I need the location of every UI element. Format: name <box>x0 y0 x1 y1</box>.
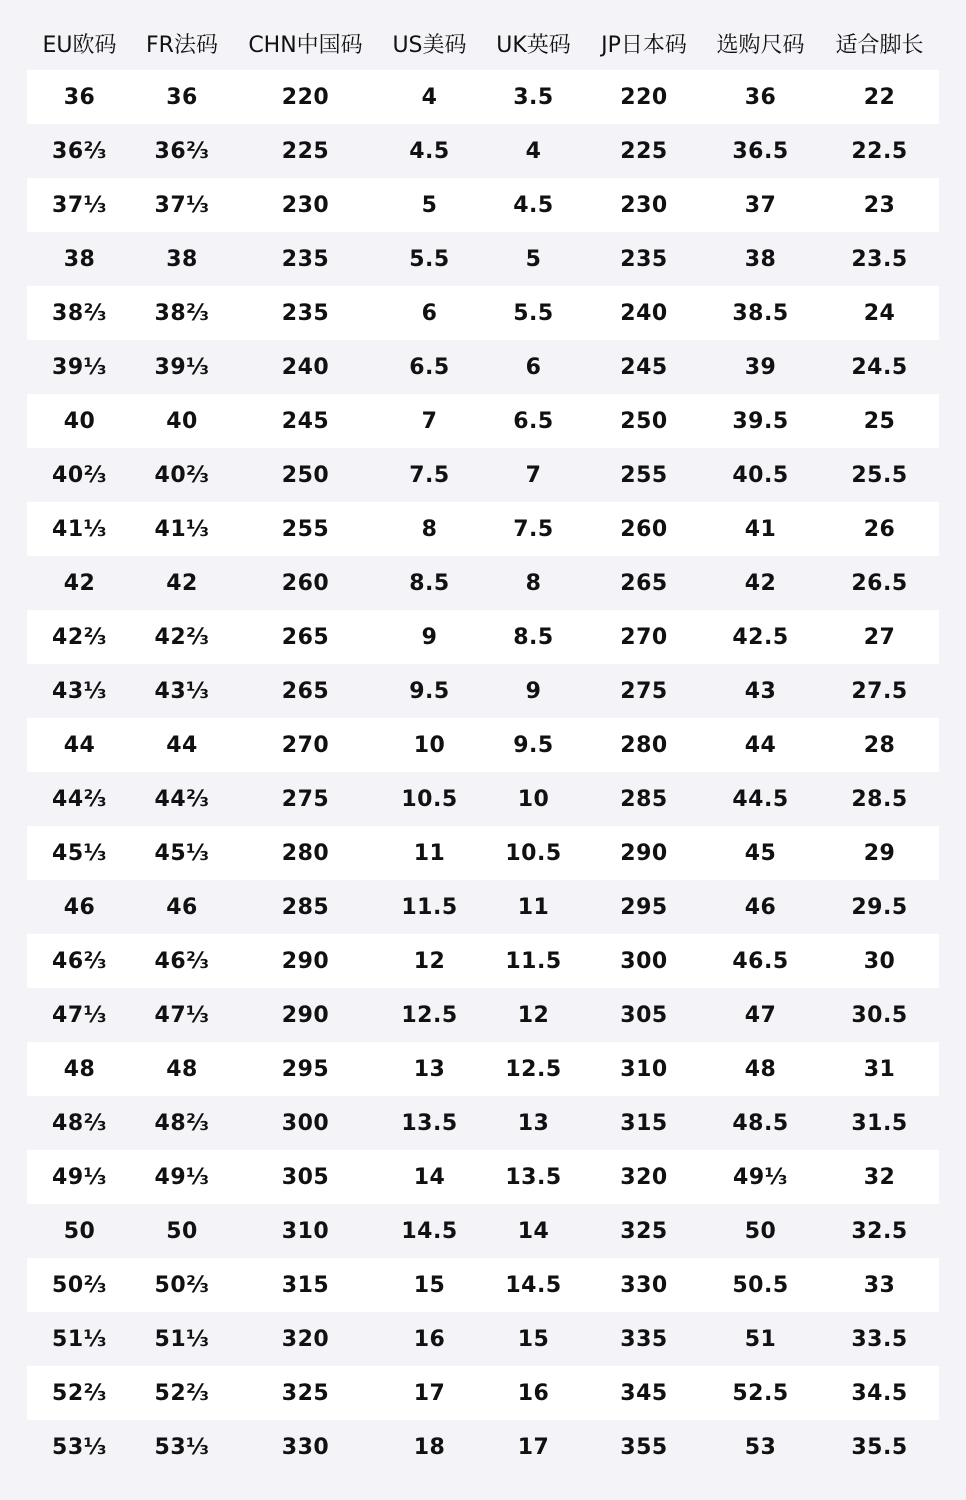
foot-length-cell: 25.5 <box>820 448 939 502</box>
table-row <box>27 988 939 1042</box>
fr-size-cell: 48 <box>132 1042 232 1096</box>
us-size-cell: 12 <box>379 934 480 988</box>
header-eu-size: EU欧码 <box>42 32 117 58</box>
fr-size-cell: 36 <box>132 70 232 124</box>
jp-size-cell: 235 <box>587 232 701 286</box>
eu-size-cell: 46 <box>27 880 132 934</box>
fr-size-cell: 36⅔ <box>132 124 232 178</box>
jp-size-cell: 255 <box>587 448 701 502</box>
foot-length-cell: 30.5 <box>820 988 939 1042</box>
uk-size-cell: 14.5 <box>480 1258 587 1312</box>
jp-size-cell: 290 <box>587 826 701 880</box>
selected-size-cell: 39.5 <box>701 394 820 448</box>
us-size-cell: 17 <box>379 1366 480 1420</box>
selected-size-cell: 38 <box>701 232 820 286</box>
chn-size-cell: 225 <box>232 124 379 178</box>
chn-size-cell: 275 <box>232 772 379 826</box>
jp-size-cell: 285 <box>587 772 701 826</box>
uk-size-cell: 10.5 <box>480 826 587 880</box>
eu-size-cell: 50⅔ <box>27 1258 132 1312</box>
fr-size-cell: 46 <box>132 880 232 934</box>
jp-size-cell: 260 <box>587 502 701 556</box>
fr-size-cell: 53⅓ <box>132 1420 232 1474</box>
us-size-cell: 6 <box>379 286 480 340</box>
uk-size-cell: 13 <box>480 1096 587 1150</box>
selected-size-cell: 45 <box>701 826 820 880</box>
uk-size-cell: 3.5 <box>480 70 587 124</box>
chn-size-cell: 295 <box>232 1042 379 1096</box>
foot-length-cell: 31 <box>820 1042 939 1096</box>
selected-size-cell: 43 <box>701 664 820 718</box>
jp-size-cell: 300 <box>587 934 701 988</box>
table-row <box>27 1096 939 1150</box>
table-row <box>27 826 939 880</box>
chn-size-cell: 220 <box>232 70 379 124</box>
us-size-cell: 13 <box>379 1042 480 1096</box>
fr-size-cell: 52⅔ <box>132 1366 232 1420</box>
us-size-cell: 4 <box>379 70 480 124</box>
foot-length-cell: 28 <box>820 718 939 772</box>
selected-size-cell: 53 <box>701 1420 820 1474</box>
table-row <box>27 610 939 664</box>
fr-size-cell: 44 <box>132 718 232 772</box>
chn-size-cell: 315 <box>232 1258 379 1312</box>
us-size-cell: 11 <box>379 826 480 880</box>
eu-size-cell: 49⅓ <box>27 1150 132 1204</box>
selected-size-cell: 48 <box>701 1042 820 1096</box>
foot-length-cell: 35.5 <box>820 1420 939 1474</box>
fr-size-cell: 38⅔ <box>132 286 232 340</box>
foot-length-cell: 32 <box>820 1150 939 1204</box>
us-size-cell: 8 <box>379 502 480 556</box>
eu-size-cell: 36 <box>27 70 132 124</box>
jp-size-cell: 345 <box>587 1366 701 1420</box>
uk-size-cell: 4 <box>480 124 587 178</box>
fr-size-cell: 40⅔ <box>132 448 232 502</box>
jp-size-cell: 220 <box>587 70 701 124</box>
chn-size-cell: 245 <box>232 394 379 448</box>
uk-size-cell: 10 <box>480 772 587 826</box>
us-size-cell: 5 <box>379 178 480 232</box>
table-row <box>27 772 939 826</box>
uk-size-cell: 4.5 <box>480 178 587 232</box>
fr-size-cell: 50 <box>132 1204 232 1258</box>
foot-length-cell: 33.5 <box>820 1312 939 1366</box>
chn-size-cell: 310 <box>232 1204 379 1258</box>
chn-size-cell: 235 <box>232 232 379 286</box>
table-row <box>27 502 939 556</box>
eu-size-cell: 43⅓ <box>27 664 132 718</box>
uk-size-cell: 5 <box>480 232 587 286</box>
foot-length-cell: 23 <box>820 178 939 232</box>
foot-length-cell: 24.5 <box>820 340 939 394</box>
us-size-cell: 10 <box>379 718 480 772</box>
uk-size-cell: 8.5 <box>480 610 587 664</box>
uk-size-cell: 17 <box>480 1420 587 1474</box>
chn-size-cell: 265 <box>232 664 379 718</box>
foot-length-cell: 29.5 <box>820 880 939 934</box>
fr-size-cell: 48⅔ <box>132 1096 232 1150</box>
header-selected-size: 选购尺码 <box>716 32 805 58</box>
chn-size-cell: 240 <box>232 340 379 394</box>
table-row <box>27 1204 939 1258</box>
eu-size-cell: 44⅔ <box>27 772 132 826</box>
selected-size-cell: 40.5 <box>701 448 820 502</box>
eu-size-cell: 38 <box>27 232 132 286</box>
table-row <box>27 448 939 502</box>
table-header <box>27 16 939 70</box>
selected-size-cell: 36.5 <box>701 124 820 178</box>
eu-size-cell: 46⅔ <box>27 934 132 988</box>
eu-size-cell: 40 <box>27 394 132 448</box>
eu-size-cell: 39⅓ <box>27 340 132 394</box>
foot-length-cell: 32.5 <box>820 1204 939 1258</box>
table-row <box>27 124 939 178</box>
jp-size-cell: 270 <box>587 610 701 664</box>
foot-length-cell: 23.5 <box>820 232 939 286</box>
fr-size-cell: 41⅓ <box>132 502 232 556</box>
table-row <box>27 394 939 448</box>
eu-size-cell: 37⅓ <box>27 178 132 232</box>
jp-size-cell: 240 <box>587 286 701 340</box>
eu-size-cell: 36⅔ <box>27 124 132 178</box>
table-row <box>27 1420 939 1474</box>
chn-size-cell: 325 <box>232 1366 379 1420</box>
jp-size-cell: 325 <box>587 1204 701 1258</box>
fr-size-cell: 44⅔ <box>132 772 232 826</box>
chn-size-cell: 280 <box>232 826 379 880</box>
foot-length-cell: 25 <box>820 394 939 448</box>
eu-size-cell: 44 <box>27 718 132 772</box>
uk-size-cell: 16 <box>480 1366 587 1420</box>
table-row <box>27 1366 939 1420</box>
us-size-cell: 15 <box>379 1258 480 1312</box>
us-size-cell: 6.5 <box>379 340 480 394</box>
uk-size-cell: 7 <box>480 448 587 502</box>
header-foot-length: 适合脚长 <box>835 32 924 58</box>
foot-length-cell: 28.5 <box>820 772 939 826</box>
jp-size-cell: 275 <box>587 664 701 718</box>
eu-size-cell: 38⅔ <box>27 286 132 340</box>
selected-size-cell: 46 <box>701 880 820 934</box>
uk-size-cell: 15 <box>480 1312 587 1366</box>
selected-size-cell: 41 <box>701 502 820 556</box>
table-row <box>27 556 939 610</box>
selected-size-cell: 42.5 <box>701 610 820 664</box>
foot-length-cell: 27 <box>820 610 939 664</box>
us-size-cell: 11.5 <box>379 880 480 934</box>
jp-size-cell: 320 <box>587 1150 701 1204</box>
eu-size-cell: 52⅔ <box>27 1366 132 1420</box>
jp-size-cell: 225 <box>587 124 701 178</box>
chn-size-cell: 250 <box>232 448 379 502</box>
uk-size-cell: 5.5 <box>480 286 587 340</box>
uk-size-cell: 9.5 <box>480 718 587 772</box>
jp-size-cell: 355 <box>587 1420 701 1474</box>
us-size-cell: 8.5 <box>379 556 480 610</box>
eu-size-cell: 42 <box>27 556 132 610</box>
fr-size-cell: 39⅓ <box>132 340 232 394</box>
fr-size-cell: 40 <box>132 394 232 448</box>
selected-size-cell: 42 <box>701 556 820 610</box>
fr-size-cell: 51⅓ <box>132 1312 232 1366</box>
eu-size-cell: 41⅓ <box>27 502 132 556</box>
table-row <box>27 70 939 124</box>
selected-size-cell: 52.5 <box>701 1366 820 1420</box>
table-row <box>27 340 939 394</box>
table-row <box>27 1258 939 1312</box>
us-size-cell: 12.5 <box>379 988 480 1042</box>
table-row <box>27 1042 939 1096</box>
header-jp-size: JP日本码 <box>601 32 687 58</box>
us-size-cell: 9 <box>379 610 480 664</box>
fr-size-cell: 49⅓ <box>132 1150 232 1204</box>
us-size-cell: 4.5 <box>379 124 480 178</box>
chn-size-cell: 260 <box>232 556 379 610</box>
foot-length-cell: 26 <box>820 502 939 556</box>
fr-size-cell: 50⅔ <box>132 1258 232 1312</box>
jp-size-cell: 280 <box>587 718 701 772</box>
uk-size-cell: 12.5 <box>480 1042 587 1096</box>
chn-size-cell: 290 <box>232 934 379 988</box>
foot-length-cell: 22 <box>820 70 939 124</box>
uk-size-cell: 8 <box>480 556 587 610</box>
jp-size-cell: 310 <box>587 1042 701 1096</box>
jp-size-cell: 335 <box>587 1312 701 1366</box>
jp-size-cell: 245 <box>587 340 701 394</box>
selected-size-cell: 37 <box>701 178 820 232</box>
chn-size-cell: 230 <box>232 178 379 232</box>
eu-size-cell: 50 <box>27 1204 132 1258</box>
header-uk-size: UK英码 <box>496 32 571 58</box>
table-row <box>27 880 939 934</box>
eu-size-cell: 48 <box>27 1042 132 1096</box>
foot-length-cell: 24 <box>820 286 939 340</box>
table-row <box>27 178 939 232</box>
fr-size-cell: 46⅔ <box>132 934 232 988</box>
fr-size-cell: 45⅓ <box>132 826 232 880</box>
jp-size-cell: 265 <box>587 556 701 610</box>
selected-size-cell: 47 <box>701 988 820 1042</box>
foot-length-cell: 34.5 <box>820 1366 939 1420</box>
table-row <box>27 286 939 340</box>
us-size-cell: 14 <box>379 1150 480 1204</box>
size-conversion-table <box>27 16 939 1474</box>
table-row <box>27 934 939 988</box>
eu-size-cell: 51⅓ <box>27 1312 132 1366</box>
table-body <box>27 70 939 1474</box>
selected-size-cell: 44.5 <box>701 772 820 826</box>
us-size-cell: 9.5 <box>379 664 480 718</box>
selected-size-cell: 44 <box>701 718 820 772</box>
header-chn-size: CHN中国码 <box>248 32 363 58</box>
uk-size-cell: 6 <box>480 340 587 394</box>
fr-size-cell: 42 <box>132 556 232 610</box>
table-row <box>27 232 939 286</box>
selected-size-cell: 51 <box>701 1312 820 1366</box>
fr-size-cell: 47⅓ <box>132 988 232 1042</box>
us-size-cell: 7 <box>379 394 480 448</box>
foot-length-cell: 33 <box>820 1258 939 1312</box>
jp-size-cell: 295 <box>587 880 701 934</box>
eu-size-cell: 45⅓ <box>27 826 132 880</box>
chn-size-cell: 290 <box>232 988 379 1042</box>
eu-size-cell: 48⅔ <box>27 1096 132 1150</box>
us-size-cell: 13.5 <box>379 1096 480 1150</box>
uk-size-cell: 13.5 <box>480 1150 587 1204</box>
eu-size-cell: 42⅔ <box>27 610 132 664</box>
selected-size-cell: 50 <box>701 1204 820 1258</box>
us-size-cell: 14.5 <box>379 1204 480 1258</box>
foot-length-cell: 27.5 <box>820 664 939 718</box>
us-size-cell: 18 <box>379 1420 480 1474</box>
fr-size-cell: 38 <box>132 232 232 286</box>
us-size-cell: 5.5 <box>379 232 480 286</box>
uk-size-cell: 14 <box>480 1204 587 1258</box>
eu-size-cell: 53⅓ <box>27 1420 132 1474</box>
uk-size-cell: 9 <box>480 664 587 718</box>
chn-size-cell: 235 <box>232 286 379 340</box>
table-row <box>27 1150 939 1204</box>
chn-size-cell: 320 <box>232 1312 379 1366</box>
selected-size-cell: 39 <box>701 340 820 394</box>
uk-size-cell: 12 <box>480 988 587 1042</box>
us-size-cell: 7.5 <box>379 448 480 502</box>
jp-size-cell: 230 <box>587 178 701 232</box>
foot-length-cell: 30 <box>820 934 939 988</box>
header-us-size: US美码 <box>392 32 467 58</box>
fr-size-cell: 37⅓ <box>132 178 232 232</box>
foot-length-cell: 29 <box>820 826 939 880</box>
jp-size-cell: 330 <box>587 1258 701 1312</box>
uk-size-cell: 11 <box>480 880 587 934</box>
table-row <box>27 1312 939 1366</box>
chn-size-cell: 330 <box>232 1420 379 1474</box>
fr-size-cell: 43⅓ <box>132 664 232 718</box>
uk-size-cell: 11.5 <box>480 934 587 988</box>
foot-length-cell: 22.5 <box>820 124 939 178</box>
chn-size-cell: 265 <box>232 610 379 664</box>
selected-size-cell: 49⅓ <box>701 1150 820 1204</box>
us-size-cell: 16 <box>379 1312 480 1366</box>
table-row <box>27 664 939 718</box>
chn-size-cell: 255 <box>232 502 379 556</box>
jp-size-cell: 250 <box>587 394 701 448</box>
header-row <box>27 16 939 70</box>
chn-size-cell: 305 <box>232 1150 379 1204</box>
eu-size-cell: 47⅓ <box>27 988 132 1042</box>
selected-size-cell: 46.5 <box>701 934 820 988</box>
jp-size-cell: 315 <box>587 1096 701 1150</box>
fr-size-cell: 42⅔ <box>132 610 232 664</box>
selected-size-cell: 36 <box>701 70 820 124</box>
eu-size-cell: 40⅔ <box>27 448 132 502</box>
us-size-cell: 10.5 <box>379 772 480 826</box>
selected-size-cell: 48.5 <box>701 1096 820 1150</box>
header-fr-size: FR法码 <box>146 32 218 58</box>
selected-size-cell: 38.5 <box>701 286 820 340</box>
jp-size-cell: 305 <box>587 988 701 1042</box>
foot-length-cell: 26.5 <box>820 556 939 610</box>
selected-size-cell: 50.5 <box>701 1258 820 1312</box>
chn-size-cell: 285 <box>232 880 379 934</box>
foot-length-cell: 31.5 <box>820 1096 939 1150</box>
table-row <box>27 718 939 772</box>
uk-size-cell: 6.5 <box>480 394 587 448</box>
chn-size-cell: 270 <box>232 718 379 772</box>
chn-size-cell: 300 <box>232 1096 379 1150</box>
uk-size-cell: 7.5 <box>480 502 587 556</box>
